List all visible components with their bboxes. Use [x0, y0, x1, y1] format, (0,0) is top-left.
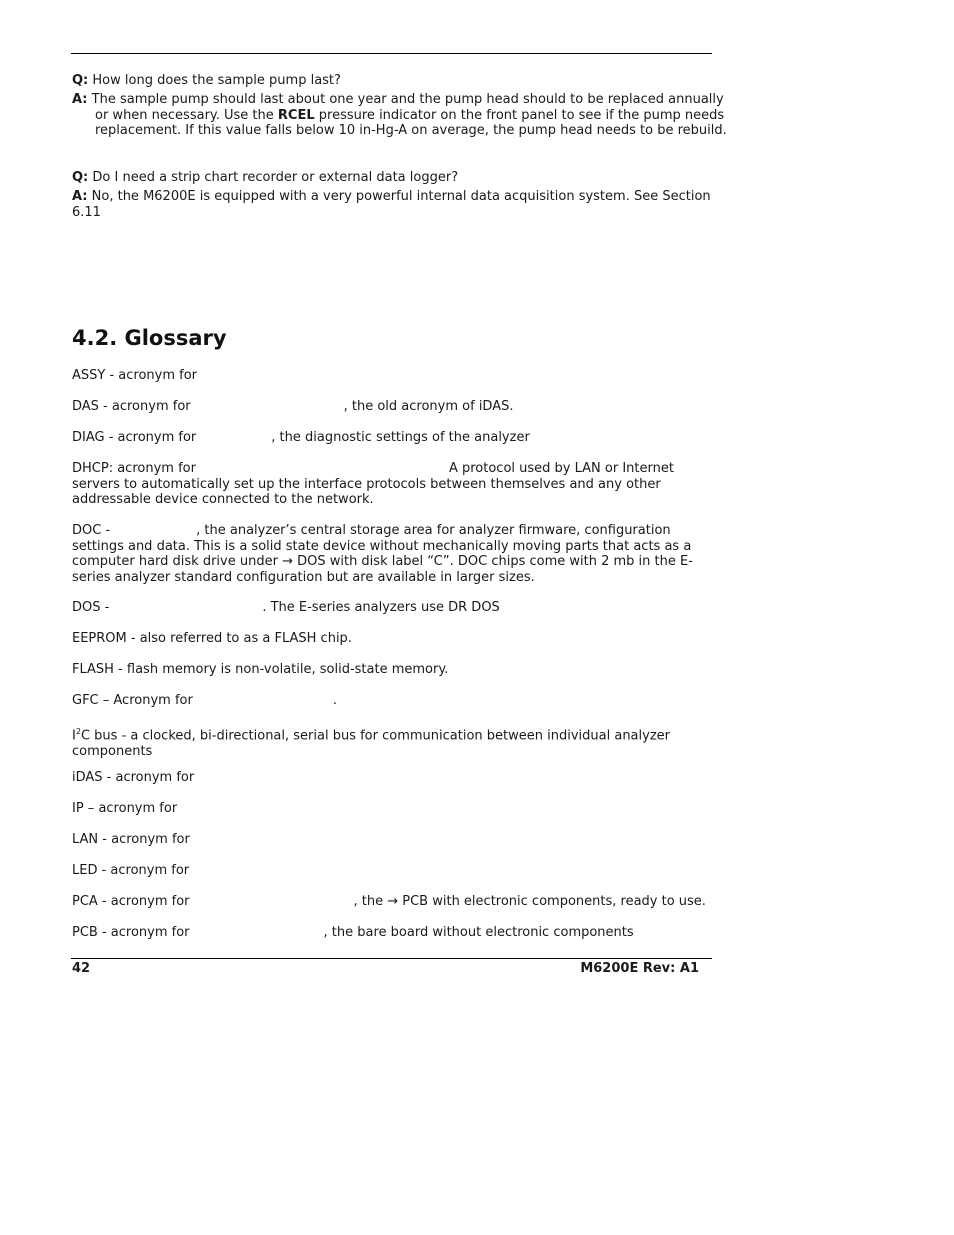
entry-text: , the diagnostic settings of the analyzer: [271, 430, 530, 445]
a-text: pressure indicator on the front panel to see if the pump needs replacement. If this value falls below 10 in-Hg-A on average, the pump head needs to be rebuild.: [95, 107, 727, 138]
superscript: 2: [75, 727, 81, 736]
entry-text: , the old acronym of iDAS.: [343, 399, 514, 414]
rcel-term: RCEL: [277, 107, 315, 123]
entry-text: I: [72, 728, 76, 744]
section-heading: 4.2. Glossary: [72, 326, 227, 350]
entry-text: iDAS - acronym for: [72, 770, 195, 785]
entry-text: , the bare board without electronic components: [323, 925, 634, 940]
entry-text: DHCP: acronym for: [72, 461, 196, 476]
glossary-entry-i2c: [72, 724, 712, 759]
entry-text: . The E-series analyzers use DR DOS: [262, 600, 500, 615]
glossary-entry-led: [72, 863, 712, 879]
entry-text: LAN - acronym for: [72, 832, 190, 847]
q-text: Do I need a strip chart recorder or external data logger?: [92, 170, 459, 185]
q-text: How long does the sample pump last?: [92, 73, 341, 88]
glossary-entry-flash: [72, 662, 712, 678]
q-label: Q:: [72, 170, 89, 185]
faq-answer-1: [72, 92, 735, 139]
a-text: The sample pump should last about one year and the pump head should to be replaced annually or when necessary. Use the: [91, 92, 724, 123]
entry-text: FLASH - flash memory is non-volatile, solid-state memory.: [72, 662, 449, 677]
glossary-entry-gfc: [72, 693, 712, 709]
glossary-entry-pcb: [72, 925, 712, 941]
entry-text: DIAG - acronym for: [72, 430, 197, 445]
glossary-entry-idas: [72, 770, 712, 786]
entry-text: C bus - a clocked, bi-directional, serial bus for communication between individual analyzer components: [72, 728, 670, 759]
entry-text: DOS -: [72, 600, 110, 615]
entry-text: ASSY - acronym for: [72, 368, 198, 383]
glossary-entry-diag: [72, 430, 712, 446]
glossary-entry-assy: [72, 368, 712, 384]
faq-question-2: [72, 170, 712, 186]
page-number: 42: [72, 961, 91, 976]
glossary-entry-ip: [72, 801, 712, 817]
entry-text: PCA - acronym for: [72, 894, 190, 909]
glossary-entry-das: [72, 399, 712, 415]
entry-text: , the → PCB with electronic components, ready to use.: [353, 894, 706, 909]
entry-text: EEPROM - also referred to as a FLASH chip.: [72, 631, 352, 646]
footer-rule: [71, 958, 712, 959]
q-label: Q:: [72, 73, 89, 88]
entry-text: LED - acronym for: [72, 863, 190, 878]
entry-text: .: [332, 693, 337, 708]
glossary-entry-dos: [72, 600, 712, 616]
a-text: No, the M6200E is equipped with a very powerful internal data acquisition system. See Section 6.11: [72, 189, 711, 220]
entry-text: DOC -: [72, 523, 111, 538]
a-label: A:: [72, 92, 88, 107]
entry-text: GFC – Acronym for: [72, 693, 193, 708]
entry-text: PCB - acronym for: [72, 925, 190, 940]
faq-answer-2: [72, 189, 712, 220]
glossary-entry-pca: [72, 894, 712, 910]
glossary-entry-eeprom: [72, 631, 712, 647]
header-rule: [71, 53, 712, 54]
entry-text: IP – acronym for: [72, 801, 178, 816]
entry-text: A protocol used by LAN or Internet servers to automatically set up the interface protocols between themselves and any other addressable device connected to the network.: [72, 461, 674, 507]
entry-text: DAS - acronym for: [72, 399, 191, 414]
entry-text: , the analyzer’s central storage area for analyzer firmware, configuration settings and data. This is a solid state device without mechanically moving parts that acts as a computer hard disk drive under → DOS with disk label “C”. DOC chips come with 2 mb in the E-series analyzer standard configuration but are available in larger sizes.: [72, 523, 693, 585]
glossary-entry-doc: [72, 523, 712, 585]
faq-question-1: [72, 73, 712, 89]
glossary-entry-lan: [72, 832, 712, 848]
glossary-entry-dhcp: [72, 461, 712, 508]
document-revision: M6200E Rev: A1: [580, 961, 699, 976]
a-label: A:: [72, 189, 88, 204]
